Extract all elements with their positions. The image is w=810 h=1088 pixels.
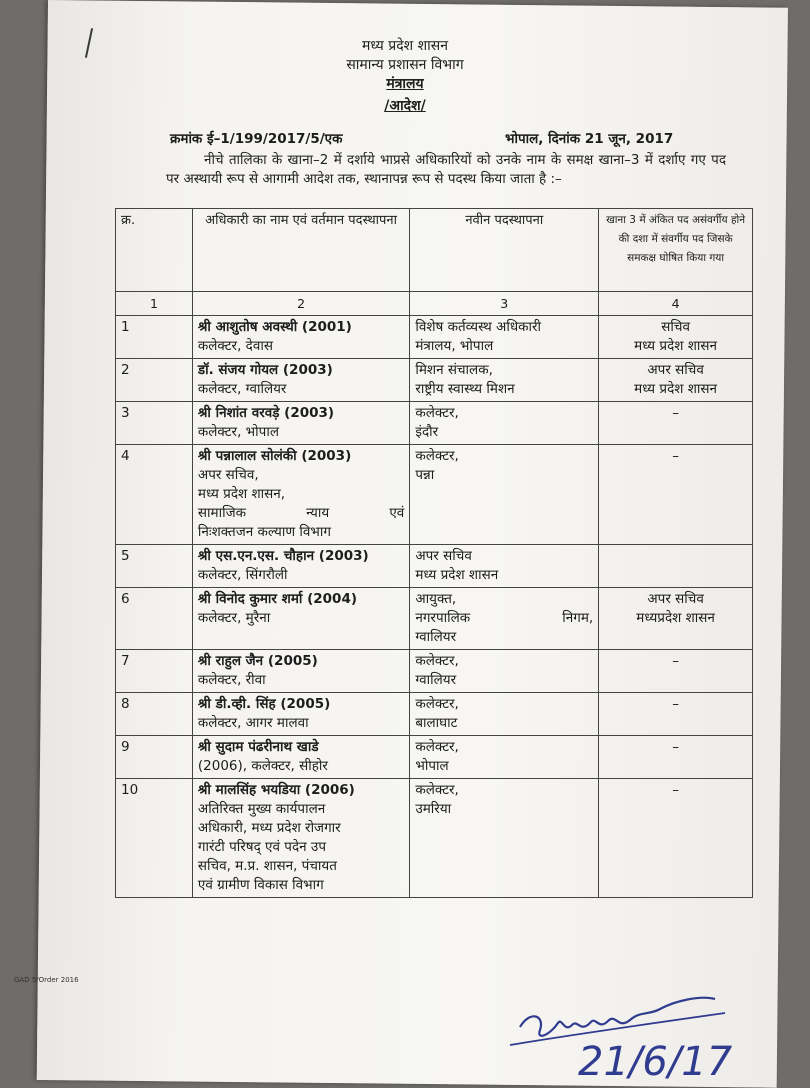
row-new-posting <box>410 316 599 359</box>
row-new-posting <box>410 445 599 545</box>
new-posting-line: मिशन संचालक, <box>415 362 493 378</box>
current-posting-line: एवं ग्रामीण विकास विभाग <box>197 877 324 893</box>
table-row <box>116 693 753 736</box>
equivalent-post-line: – <box>672 696 679 712</box>
row-officer <box>192 779 409 898</box>
row-new-posting <box>410 588 599 650</box>
header-government: मध्य प्रदेश शासन <box>362 38 448 54</box>
order-number: क्रमांक ई–1/199/2017/5/एक <box>170 131 343 147</box>
equivalent-post-line: – <box>672 739 679 755</box>
row-new-posting <box>410 359 599 402</box>
new-posting-line: कलेक्टर, <box>415 405 459 421</box>
new-posting-line: मंत्रालय, भोपाल <box>415 338 494 354</box>
intro-paragraph <box>166 151 726 189</box>
intro-text: नीचे तालिका के खाना–2 में दर्शाये भाप्रसे अधिकारियों को उनके नाम के समक्ष खाना–3 में दर्शाए गए पद पर अस्थायी रूप से आगामी आदेश तक, स्थानापन्न रूप से पदस्थ किया जाता है :– <box>166 152 726 187</box>
row-serial: 1 <box>116 316 193 359</box>
new-posting-line: कलेक्टर, <box>415 448 459 464</box>
table-row <box>116 779 753 898</box>
table-row <box>116 359 753 402</box>
header-serial: क्र. <box>116 209 193 292</box>
equivalent-post-line: मध्यप्रदेश शासन <box>636 610 715 626</box>
row-new-posting <box>410 779 599 898</box>
row-serial: 10 <box>116 779 193 898</box>
current-posting-line: (2006), कलेक्टर, सीहोर <box>197 758 328 774</box>
current-posting-line: सामाजिक न्याय एवं <box>197 505 405 521</box>
current-posting-line: अतिरिक्त मुख्य कार्यपालन <box>197 801 326 817</box>
equivalent-post-line: अपर सचिव <box>647 362 704 378</box>
table-row <box>116 650 753 693</box>
column-number: 2 <box>192 292 409 316</box>
officer-name: श्री डी.व्ही. सिंह (2005) <box>197 696 331 712</box>
row-equivalent-post <box>599 693 753 736</box>
new-posting-line: पन्ना <box>415 467 435 483</box>
row-equivalent-post <box>599 316 753 359</box>
header-ministry: मंत्रालय <box>386 76 424 92</box>
row-serial: 5 <box>116 545 193 588</box>
place-date: भोपाल, दिनांक 21 जून, 2017 <box>505 131 674 147</box>
new-posting-line: भोपाल <box>415 758 449 774</box>
equivalent-post-line: – <box>672 782 679 798</box>
table-row <box>116 316 753 359</box>
current-posting-line: कलेक्टर, देवास <box>197 338 273 354</box>
row-officer <box>192 650 409 693</box>
new-posting-line: मध्य प्रदेश शासन <box>415 567 499 583</box>
new-posting-line: कलेक्टर, <box>415 696 459 712</box>
row-equivalent-post <box>599 779 753 898</box>
current-posting-line: कलेक्टर, ग्वालियर <box>197 381 287 397</box>
current-posting-line: कलेक्टर, सिंगरौली <box>197 567 288 583</box>
row-new-posting <box>410 545 599 588</box>
current-posting-line: कलेक्टर, मुरैना <box>197 610 271 626</box>
new-posting-line: कलेक्टर, <box>415 739 459 755</box>
table-body <box>116 316 753 898</box>
header-officer: अधिकारी का नाम एवं वर्तमान पदस्थापना <box>192 209 409 292</box>
officer-name: डॉ. संजय गोयल (2003) <box>197 362 333 378</box>
new-posting-line: नगरपालिक निगम, <box>415 610 594 626</box>
row-officer <box>192 359 409 402</box>
officer-name: श्री विनोद कुमार शर्मा (2004) <box>197 591 358 607</box>
row-equivalent-post <box>599 445 753 545</box>
column-number-row <box>116 292 753 316</box>
signature-date: 21/6/17 <box>578 1039 733 1080</box>
row-new-posting <box>410 650 599 693</box>
row-officer <box>192 316 409 359</box>
footer-code: GAD 5/Order 2016 <box>14 976 79 984</box>
header-new-posting: नवीन पदस्थापना <box>410 209 599 292</box>
current-posting-line: अपर सचिव, <box>197 467 259 483</box>
row-officer <box>192 402 409 445</box>
new-posting-line: राष्ट्रीय स्वास्थ्य मिशन <box>415 381 515 397</box>
current-posting-line: कलेक्टर, भोपाल <box>197 424 279 440</box>
equivalent-post-line: – <box>672 405 679 421</box>
new-posting-line: बालाघाट <box>415 715 458 731</box>
officer-name: श्री राहुल जैन (2005) <box>197 653 318 669</box>
current-posting-line: मध्य प्रदेश शासन, <box>197 486 286 502</box>
row-officer <box>192 445 409 545</box>
row-serial: 2 <box>116 359 193 402</box>
row-equivalent-post <box>599 545 753 588</box>
row-equivalent-post <box>599 736 753 779</box>
new-posting-line: विशेष कर्तव्यस्थ अधिकारी <box>415 319 542 335</box>
equivalent-post-line: – <box>672 448 679 464</box>
current-posting-line: निःशक्तजन कल्याण विभाग <box>197 524 332 540</box>
row-officer <box>192 693 409 736</box>
header-equivalent-post: खाना 3 में अंकित पद असंवर्गीय होने की दशा में संवर्गीय पद जिसके समकक्ष घोषित किया गया <box>599 209 753 292</box>
column-number: 3 <box>410 292 599 316</box>
current-posting-line: कलेक्टर, आगर मालवा <box>197 715 309 731</box>
new-posting-line: कलेक्टर, <box>415 782 459 798</box>
table-row <box>116 736 753 779</box>
new-posting-line: अपर सचिव <box>415 548 472 564</box>
equivalent-post-line: मध्य प्रदेश शासन <box>634 338 718 354</box>
row-officer <box>192 545 409 588</box>
posting-table <box>115 208 753 898</box>
officer-name: श्री मालसिंह भयडिया (2006) <box>197 782 355 798</box>
officer-name: श्री सुदाम पंढरीनाथ खाडे <box>197 739 319 755</box>
officer-name: श्री निशांत वरवड़े (2003) <box>197 405 335 421</box>
row-equivalent-post <box>599 588 753 650</box>
equivalent-post-line: सचिव <box>661 319 690 335</box>
row-new-posting <box>410 402 599 445</box>
row-equivalent-post <box>599 402 753 445</box>
new-posting-line: कलेक्टर, <box>415 653 459 669</box>
row-new-posting <box>410 693 599 736</box>
table-row <box>116 545 753 588</box>
signature <box>500 975 740 1080</box>
officer-name: श्री आशुतोष अवस्थी (2001) <box>197 319 352 335</box>
row-serial: 8 <box>116 693 193 736</box>
new-posting-line: ग्वालियर <box>415 629 457 645</box>
current-posting-line: अधिकारी, मध्य प्रदेश रोजगार <box>197 820 341 836</box>
row-new-posting <box>410 736 599 779</box>
new-posting-line: इंदौर <box>415 424 439 440</box>
current-posting-line: गारंटी परिषद् एवं पदेन उप <box>197 839 326 855</box>
table-row <box>116 402 753 445</box>
row-serial: 9 <box>116 736 193 779</box>
officer-name: श्री एस.एन.एस. चौहान (2003) <box>197 548 369 564</box>
table-row <box>116 445 753 545</box>
equivalent-post-line: अपर सचिव <box>647 591 704 607</box>
new-posting-line: ग्वालियर <box>415 672 457 688</box>
column-number: 1 <box>116 292 193 316</box>
equivalent-post-line: – <box>672 653 679 669</box>
current-posting-line: सचिव, म.प्र. शासन, पंचायत <box>197 858 337 874</box>
row-serial: 4 <box>116 445 193 545</box>
row-equivalent-post <box>599 650 753 693</box>
row-serial: 3 <box>116 402 193 445</box>
officer-name: श्री पन्नालाल सोलंकी (2003) <box>197 448 352 464</box>
row-officer <box>192 736 409 779</box>
table-header-row <box>116 209 753 292</box>
header-department: सामान्य प्रशासन विभाग <box>346 57 464 73</box>
new-posting-line: उमरिया <box>415 801 452 817</box>
column-number: 4 <box>599 292 753 316</box>
row-officer <box>192 588 409 650</box>
row-serial: 6 <box>116 588 193 650</box>
row-equivalent-post <box>599 359 753 402</box>
new-posting-line: आयुक्त, <box>415 591 457 607</box>
row-serial: 7 <box>116 650 193 693</box>
table-row <box>116 588 753 650</box>
current-posting-line: कलेक्टर, रीवा <box>197 672 266 688</box>
header-order: /आदेश/ <box>384 98 426 114</box>
equivalent-post-line: मध्य प्रदेश शासन <box>634 381 718 397</box>
